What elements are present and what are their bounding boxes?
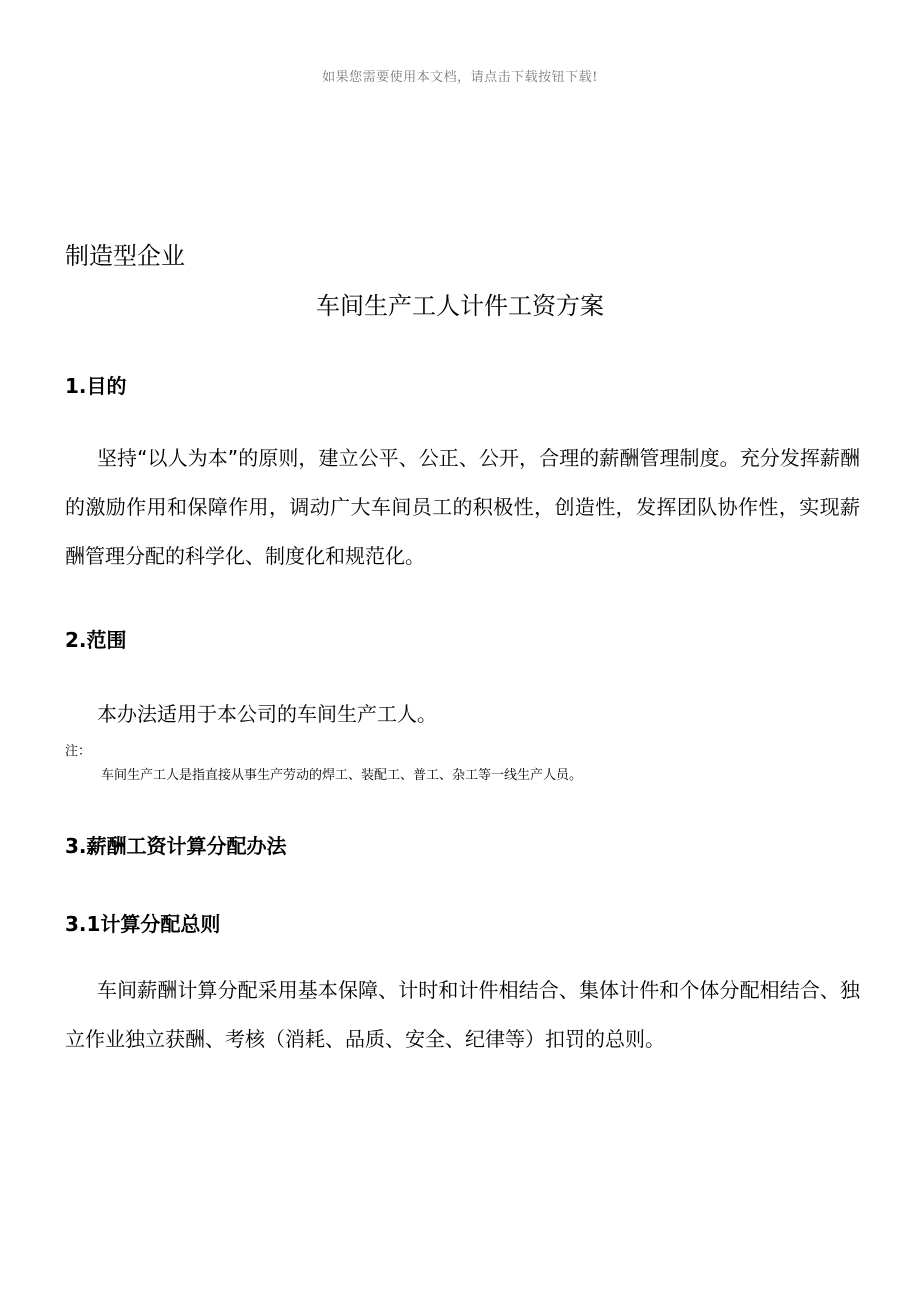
section-heading-method: 3.薪酬工资计算分配办法 [65, 834, 287, 858]
document-title: 车间生产工人计件工资方案 [316, 292, 604, 320]
download-notice: 如果您需要使用本文档，请点击下载按钮下载! [322, 70, 598, 85]
note-text: 车间生产工人是指直接从事生产劳动的焊工、装配工、普工、杂工等一线生产人员。 [101, 768, 583, 783]
company-type-line: 制造型企业 [65, 242, 185, 270]
note-label: 注： [65, 744, 92, 759]
section-paragraph-scope: 本办法适用于本公司的车间生产工人。 [97, 702, 437, 726]
section-heading-purpose: 1.目的 [65, 374, 127, 398]
section-paragraph-principle: 车间薪酬计算分配采用基本保障、计时和计件相结合、集体计件和个体分配相结合、独立作业独立获酬、考核（消耗、品质、安全、纪律等）扣罚的总则。 [65, 978, 860, 1051]
section-paragraph-purpose: 坚持“以人为本”的原则，建立公平、公正、公开，合理的薪酬管理制度。充分发挥薪酬的激励作用和保障作用，调动广大车间员工的积极性，创造性，发挥团队协作性，实现薪酬管理分配的科学化、制度化和规范化。 [65, 446, 860, 568]
section-heading-scope: 2.范围 [65, 628, 127, 652]
section-heading-principle: 3.1计算分配总则 [65, 912, 221, 936]
